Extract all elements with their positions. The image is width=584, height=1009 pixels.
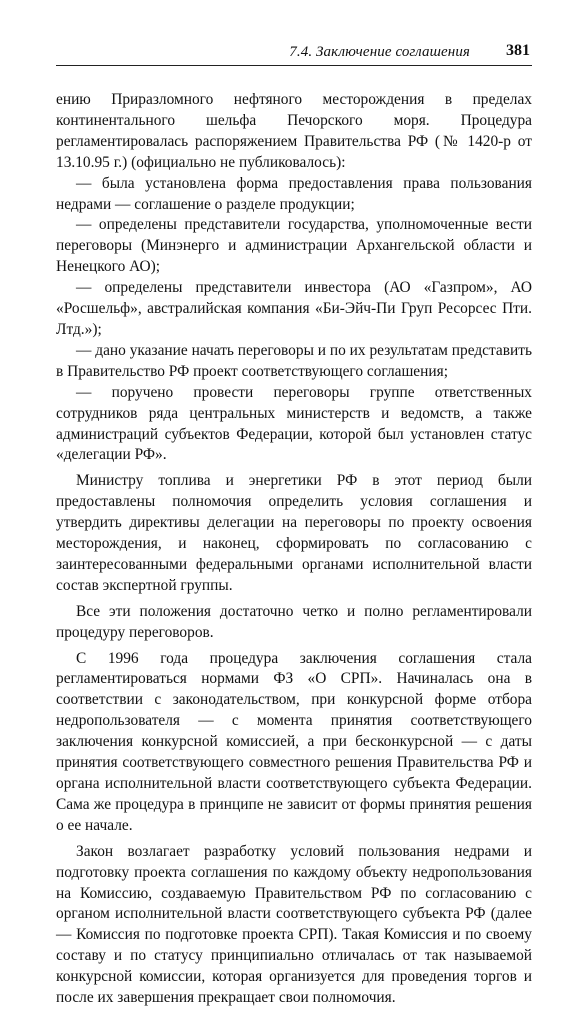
section-title: 7.4. Заключение соглашения [289,44,470,60]
list-item: — дано указание начать переговоры и по их результатам представить в Правительство РФ проект соответствующего соглашения; [56,341,532,380]
paragraph: ению Приразломного нефтяного месторождения в пределах континентального шельфа Печорского моря. Процедура регламентировалась распоряжением Правительства РФ (№ 1420-р от 13.10.95 г.) (официально не публиковалось): [56,91,532,171]
list-item: — поручено провести переговоры группе ответственных сотрудников ряда центральных министерств и ведомств, а также администраций субъектов Федерации, которой был установлен статус «делегации РФ». [56,383,532,464]
paragraph: С 1996 года процедура заключения соглашения стала регламентироваться нормами ФЗ «О СРП». Начиналась она в соответствии с законодательством, при конкурсной форме отбора недропользователя — с момента принятия соответствующего заключения конкурсной комиссией, а при бесконкурсной — с даты принятия соответствующего совместного решения Правительства РФ и органа исполнительной власти соответствующего субъекта Федерации. Сама же процедура в принципе не зависит от формы принятия решения о ее начале. [56,649,532,834]
list-item: — была установлена форма предоставления права пользования недрами — соглашение о разделе продукции; [56,174,532,213]
list-item: — определены представители инвестора (АО «Газпром», АО «Росшельф», австралийская компания «Би-Эйч-Пи Груп Ресорсес Пти. Лтд.»); [56,279,532,338]
page-number: 381 [506,42,530,59]
list-item: — определены представители государства, уполномоченные вести переговоры (Минэнерго и администрации Архангельской области и Ненецкого АО); [56,216,532,276]
running-header [56,38,532,66]
body-text [56,90,532,1009]
paragraph: Закон возлагает разработку условий пользования недрами и подготовку проекта соглашения по каждому объекту недропользования на Комиссию, создаваемую Правительством РФ по согласованию с органом исполнительной власти соответствующего субъекта РФ (далее — Комиссия по подготовке проекта СРП). Такая Комиссия и по своему составу и по статусу принципиально отличалась от так называемой конкурсной комиссии, которая организуется для проведения торгов и после их завершения прекращает свои полномочия. [56,842,532,1007]
paragraph: Министру топлива и энергетики РФ в этот период были предоставлены полномочия определить условия соглашения и утвердить директивы делегации на переговоры по проекту освоения месторождения, и наконец, сформировать по согласованию с заинтересованными федеральными органами исполнительной власти состав экспертной группы. [56,472,532,594]
paragraph: Все эти положения достаточно четко и полно регламентировали процедуру переговоров. [56,602,532,641]
